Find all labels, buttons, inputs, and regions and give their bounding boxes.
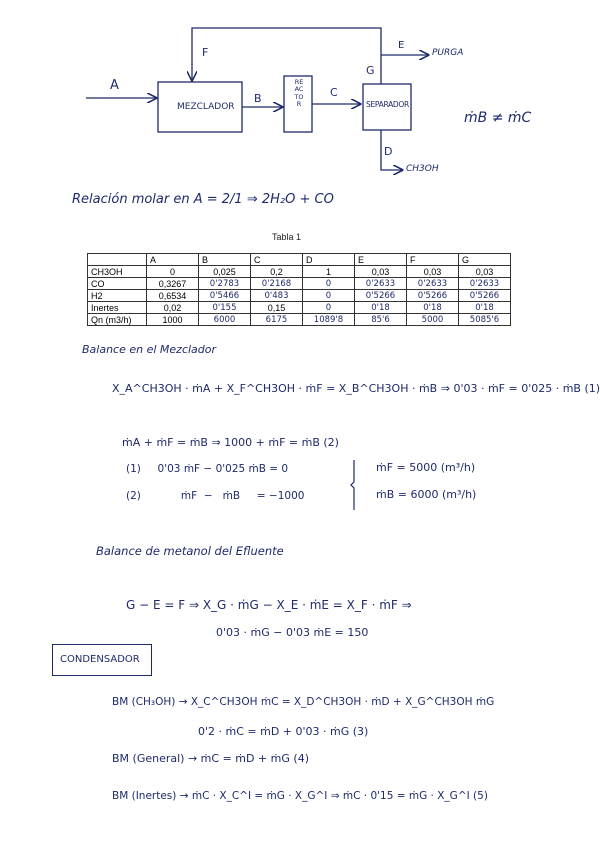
table-row bbox=[88, 266, 511, 278]
table-header-cell: C bbox=[251, 254, 303, 266]
table-header-cell: B bbox=[199, 254, 251, 266]
table-header-cell: A bbox=[147, 254, 199, 266]
table-cell: 0'483 bbox=[251, 290, 303, 302]
table-header-row bbox=[88, 254, 511, 266]
table-cell: 0,025 bbox=[199, 266, 251, 278]
table-cell: 0'18 bbox=[355, 302, 407, 314]
table-header-cell: D bbox=[303, 254, 355, 266]
table-cell: 1 bbox=[303, 266, 355, 278]
table-cell: 1000 bbox=[147, 314, 199, 326]
table-cell: 1089'8 bbox=[303, 314, 355, 326]
composition-table bbox=[87, 253, 511, 326]
table-cell: 0,3267 bbox=[147, 278, 199, 290]
row-label: Inertes bbox=[88, 302, 147, 314]
table-cell: 0'5266 bbox=[355, 290, 407, 302]
bm-ch3oh: BM (CH₃OH) → X_C^CH3OH ṁC = X_D^CH3OH · ṁD + X_G^CH3OH ṁG bbox=[112, 696, 495, 708]
label-g: G bbox=[366, 64, 375, 77]
table-cell: 5085'6 bbox=[459, 314, 511, 326]
table-cell: 0'5466 bbox=[199, 290, 251, 302]
table-header-cell: E bbox=[355, 254, 407, 266]
system-eq-1: (1) 0'03 ṁF − 0'025 ṁB = 0 bbox=[126, 463, 289, 475]
table-cell: 0'2633 bbox=[407, 278, 459, 290]
table-header-cell bbox=[88, 254, 147, 266]
result-mb: ṁB = 6000 (m³/h) bbox=[376, 488, 477, 501]
bm-ch3oh-numeric: 0'2 · ṁC = ṁD + 0'03 · ṁG (3) bbox=[198, 725, 369, 738]
table-cell: 0,02 bbox=[147, 302, 199, 314]
label-f: F bbox=[202, 46, 209, 59]
condensador-label: CONDENSADOR bbox=[60, 654, 140, 665]
table-cell: 85'6 bbox=[355, 314, 407, 326]
label-mezclador: MEZCLADOR bbox=[177, 102, 235, 112]
table-cell: 0,2 bbox=[251, 266, 303, 278]
row-label: Qn (m3/h) bbox=[88, 314, 147, 326]
table-cell: 0'2633 bbox=[355, 278, 407, 290]
label-d: D bbox=[384, 145, 393, 158]
table-cell: 6000 bbox=[199, 314, 251, 326]
label-purga: PURGA bbox=[432, 48, 464, 58]
bm-general: BM (General) → ṁC = ṁD + ṁG (4) bbox=[112, 752, 309, 765]
table-title: Tabla 1 bbox=[272, 232, 302, 242]
label-a: A bbox=[110, 78, 119, 93]
table-cell: 0'2168 bbox=[251, 278, 303, 290]
eq-mezclador-2: ṁA + ṁF = ṁB ⇒ 1000 + ṁF = ṁB (2) bbox=[122, 436, 339, 449]
row-label: CH3OH bbox=[88, 266, 147, 278]
table-cell: 0,03 bbox=[355, 266, 407, 278]
table-cell: 0,03 bbox=[407, 266, 459, 278]
table-cell: 0,03 bbox=[459, 266, 511, 278]
label-c: C bbox=[330, 86, 338, 99]
table-row bbox=[88, 290, 511, 302]
eq-metanol-1: G − E = F ⇒ X_G · ṁG − X_E · ṁE = X_F · ṁF ⇒ bbox=[126, 598, 412, 612]
table-header-cell: F bbox=[407, 254, 459, 266]
eq-metanol-2: 0'03 · ṁG − 0'03 ṁE = 150 bbox=[216, 626, 369, 639]
table-cell: 0 bbox=[303, 290, 355, 302]
table-cell: 0'2633 bbox=[459, 278, 511, 290]
table-cell: 0 bbox=[147, 266, 199, 278]
heading-balance-mezclador: Balance en el Mezclador bbox=[82, 343, 217, 356]
table-row bbox=[88, 302, 511, 314]
table-row bbox=[88, 314, 511, 326]
table-cell: 0 bbox=[303, 278, 355, 290]
system-eq-2: (2) ṁF − ṁB = −1000 bbox=[126, 490, 305, 502]
row-label: CO bbox=[88, 278, 147, 290]
label-reactor: REACTOR bbox=[294, 78, 304, 108]
table-cell: 0'155 bbox=[199, 302, 251, 314]
table-cell: 0'18 bbox=[407, 302, 459, 314]
table-cell: 0,15 bbox=[251, 302, 303, 314]
label-separador: SEPARADOR bbox=[366, 100, 409, 109]
table-row bbox=[88, 278, 511, 290]
result-mf: ṁF = 5000 (m³/h) bbox=[376, 461, 476, 474]
label-ch3oh-out: CH3OH bbox=[406, 164, 439, 174]
table-cell: 5000 bbox=[407, 314, 459, 326]
label-b: B bbox=[254, 92, 262, 105]
table-cell: 0,6534 bbox=[147, 290, 199, 302]
table-cell: 0'2783 bbox=[199, 278, 251, 290]
eq-mezclador-1: X_A^CH3OH · ṁA + X_F^CH3OH · ṁF = X_B^CH3OH · ṁB ⇒ 0'03 · ṁF = 0'025 · ṁB (1) bbox=[112, 382, 600, 395]
table-cell: 0 bbox=[303, 302, 355, 314]
relacion-molar: Relación molar en A = 2/1 ⇒ 2H₂O + CO bbox=[72, 192, 334, 207]
system-brace bbox=[350, 458, 358, 512]
table-cell: 0'5266 bbox=[459, 290, 511, 302]
table-cell: 0'18 bbox=[459, 302, 511, 314]
table-cell: 6175 bbox=[251, 314, 303, 326]
table-cell: 0'5266 bbox=[407, 290, 459, 302]
table-header-cell: G bbox=[459, 254, 511, 266]
bm-inertes: BM (Inertes) → ṁC · X_C^I = ṁG · X_G^I ⇒ ṁC · 0'15 = ṁG · X_G^I (5) bbox=[112, 790, 488, 802]
label-e: E bbox=[398, 40, 405, 51]
row-label: H2 bbox=[88, 290, 147, 302]
mass-flow-note: ṁB ≠ ṁC bbox=[464, 110, 532, 126]
heading-balance-metanol: Balance de metanol del Efluente bbox=[96, 544, 284, 558]
